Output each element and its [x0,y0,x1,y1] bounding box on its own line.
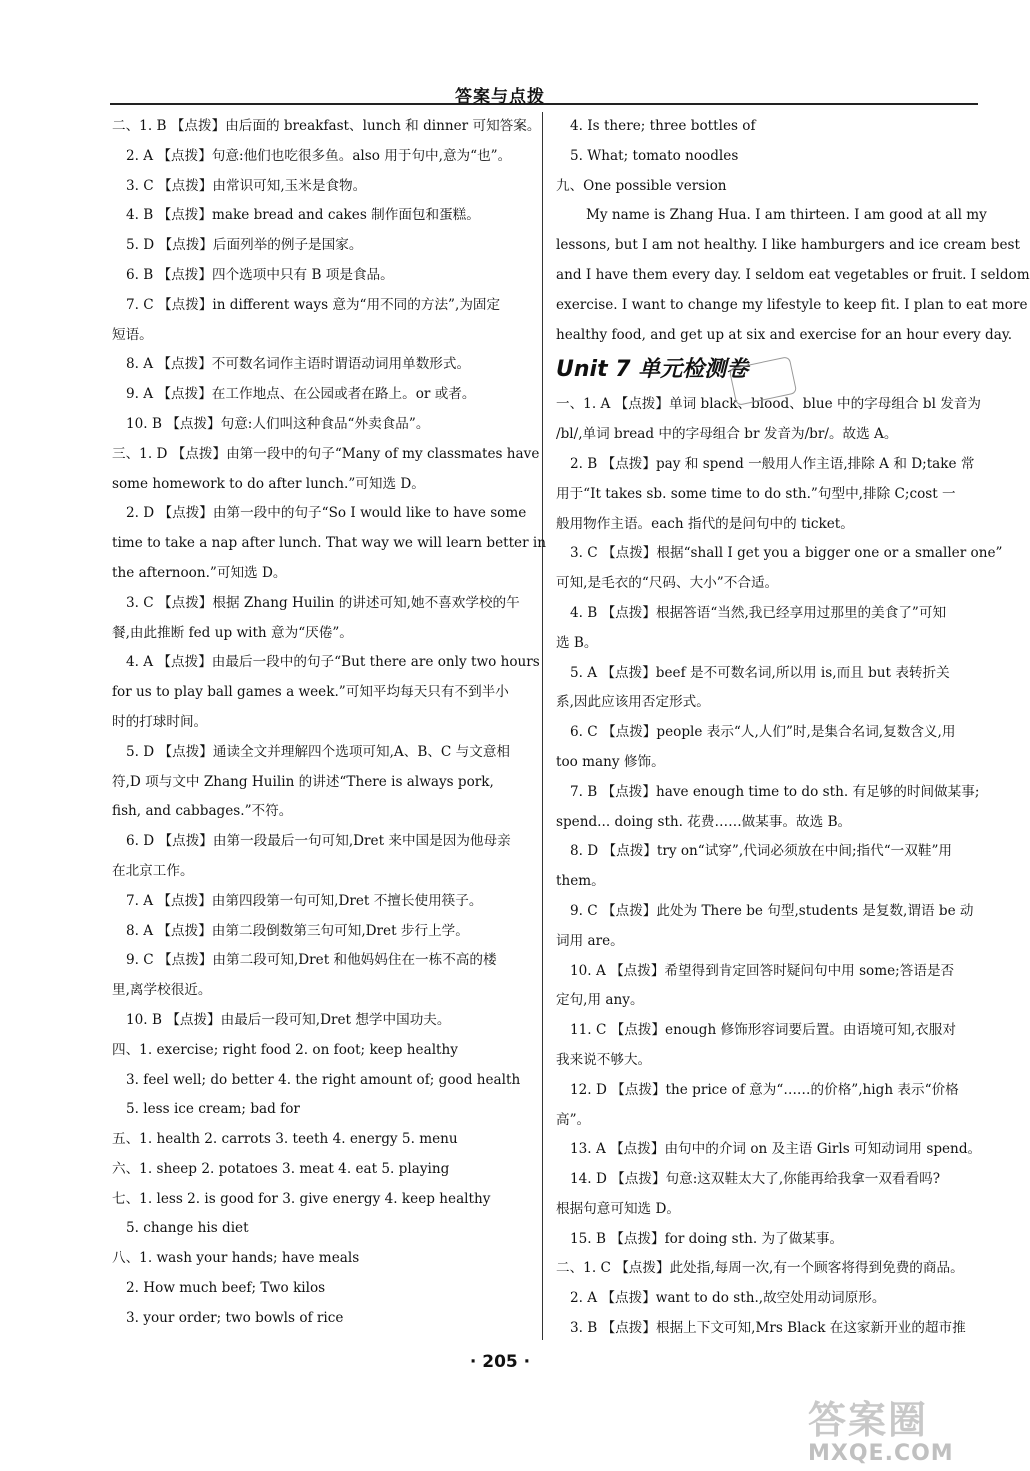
answer-line: 8. A 【点拨】由第二段倒数第三句可知,Dret 步行上学。 [126,922,469,939]
right-column [556,112,1030,1344]
answer-line: 4. A 【点拨】由最后一段中的句子“But there are only two hours [126,654,540,671]
answer-line: fish, and cabbages.”不符。 [112,803,293,820]
answer-line: 5. A 【点拨】beef 是不可数名词,所以用 is,而且 but 表转折关 [570,664,950,681]
answer-line: 7. A 【点拨】由第四段第一句可知,Dret 不擅长使用筷子。 [126,892,483,909]
watermark-logo [808,1398,986,1468]
answer-line: 9. C 【点拨】此处为 There be 句型,students 是复数,谓语 be 动 [570,902,974,919]
answer-line: 三、1. D 【点拨】由第一段中的句子“Many of my classmates have [112,445,540,462]
answer-line: 12. D 【点拨】the price of 意为“……的价格”,high 表示“价格 [570,1081,959,1098]
answer-line: 2. B 【点拨】pay 和 spend 一般用人作主语,排除 A 和 D;take 常 [570,455,975,472]
answer-line: time to take a nap after lunch. That way we will learn better in [112,535,547,552]
answer-line: the afternoon.”可知选 D。 [112,564,287,581]
answer-line: 2. D 【点拨】由第一段中的句子“So I would like to have some [126,505,527,522]
answer-line: some homework to do after lunch.”可知选 D。 [112,475,425,492]
answer-line: 七、1. less 2. is good for 3. give energy 4. keep healthy [112,1190,491,1207]
answer-line: them。 [556,873,605,890]
answer-line: 时的打球时间。 [112,713,208,730]
answer-line: 4. B 【点拨】make bread and cakes 制作面包和蛋糕。 [126,207,480,224]
essay-line: My name is Zhang Hua. I am thirteen. I am good at all my [586,207,987,224]
answer-line: 符,D 项与文中 Zhang Huilin 的讲述“There is always pork, [112,773,494,790]
answer-line: 短语。 [112,326,153,343]
watermark-text: 答案圈 [808,1398,929,1442]
answer-line: 6. B 【点拨】四个选项中只有 B 项是食品。 [126,266,394,283]
answer-line: for us to play ball games a week.”可知平均每天只有不到半小 [112,684,509,701]
answer-line: 2. A 【点拨】want to do sth.,故空处用动词原形。 [570,1290,886,1307]
answer-line: 二、1. B 【点拨】由后面的 breakfast、lunch 和 dinner 可知答案。 [112,118,541,134]
answer-line: 3. your order; two bowls of rice [126,1309,344,1326]
essay-line: exercise. I want to change my lifestyle to keep fit. I plan to eat more [556,296,1028,313]
answer-line: /bl/,单词 bread 中的字母组合 br 发音为/br/。故选 A。 [556,426,898,443]
answer-line: 一、1. A 【点拨】单词 black、blood、blue 中的字母组合 bl 发音为 [556,396,982,413]
answer-line: 六、1. sheep 2. potatoes 3. meat 4. eat 5. playing [112,1160,450,1177]
answer-line: 3. C 【点拨】根据“shall I get you a bigger one or a smaller one” [570,545,1003,562]
answer-line: 15. B 【点拨】for doing sth. 为了做某事。 [570,1230,844,1247]
answer-line: 6. D 【点拨】由第一段最后一句可知,Dret 来中国是因为他母亲 [126,833,511,850]
unit-heading: Unit 7 单元检测卷 [556,357,749,383]
left-column [112,112,547,1334]
answer-line: 般用物作主语。each 指代的是问句中的 ticket。 [556,515,854,532]
answer-line: 5. less ice cream; bad for [126,1101,300,1118]
answer-line: spend... doing sth. 花费……做某事。故选 B。 [556,813,852,830]
answer-line: 选 B。 [556,634,598,651]
answer-line: 5. What; tomato noodles [570,147,739,164]
page-header-title: 答案与点拨 [455,87,545,107]
answer-line: 7. C 【点拨】in different ways 意为“用不同的方法”,为固定 [126,296,501,313]
answer-line: 9. C 【点拨】由第二段可知,Dret 和他妈妈住在一栋不高的楼 [126,952,497,969]
answer-line: 二、1. C 【点拨】此处指,每周一次,有一个顾客将得到免费的商品。 [556,1260,964,1277]
answer-line: 用于“It takes sb. some time to do sth.”句型中,排除 C;cost 一 [556,485,956,502]
answer-line: 7. B 【点拨】have enough time to do sth. 有足够的时间做某事; [570,783,980,800]
page-number: · 205 · [469,1352,531,1372]
answer-line: 五、1. health 2. carrots 3. teeth 4. energy 5. menu [112,1131,458,1148]
answer-line: 八、1. wash your hands; have meals [112,1250,360,1267]
answer-line: 餐,由此推断 fed up with 意为“厌倦”。 [112,624,353,641]
answer-line: 在北京工作。 [112,862,194,879]
answer-line: 里,离学校很近。 [112,982,212,999]
answer-line: 10. A 【点拨】希望得到肯定回答时疑问句中用 some;答语是否 [570,962,955,979]
answer-line: 可知,是毛衣的“尺码、大小”不合适。 [556,575,779,592]
answer-line: 10. B 【点拨】由最后一段可知,Dret 想学中国功夫。 [126,1011,451,1028]
answer-line: 5. D 【点拨】后面列举的例子是国家。 [126,237,363,254]
header-rule [110,103,978,105]
answer-line: 系,因此应该用否定形式。 [556,694,710,711]
essay-line: and I have them every day. I seldom eat vegetables or fruit. I seldom [556,266,1030,283]
answer-line: 词用 are。 [556,932,624,949]
answer-line: 13. A 【点拨】由句中的介词 on 及主语 Girls 可知动词用 spend。 [570,1141,982,1158]
answer-line: 8. D 【点拨】try on“试穿”,代词必须放在中间;指代“一双鞋”用 [570,843,952,860]
answer-line: 3. C 【点拨】由常识可知,玉米是食物。 [126,177,367,194]
answer-line: 九、One possible version [556,177,727,194]
answer-line: 我来说不够大。 [556,1051,652,1068]
answer-line: 9. A 【点拨】在工作地点、在公园或者在路上。or 或者。 [126,386,476,403]
answer-line: 11. C 【点拨】enough 修饰形容词要后置。由语境可知,衣服对 [570,1022,956,1039]
essay-line: healthy food, and get up at six and exercise for an hour every day. [556,326,1013,343]
answer-line: 定句,用 any。 [556,992,644,1009]
answer-line: 5. D 【点拨】通读全文并理解四个选项可知,A、B、C 与文意相 [126,743,511,760]
answer-line: 3. C 【点拨】根据 Zhang Huilin 的讲述可知,她不喜欢学校的午 [126,594,520,611]
answer-line: 2. A 【点拨】句意:他们也吃很多鱼。also 用于句中,意为“也”。 [126,147,512,164]
answer-line: 四、1. exercise; right food 2. on foot; keep healthy [112,1041,458,1058]
answer-line: 4. Is there; three bottles of [570,118,756,134]
answer-line: 高”。 [556,1111,591,1128]
answer-line: 14. D 【点拨】句意:这双鞋太大了,你能再给我拿一双看看吗? [570,1171,941,1188]
column-divider [542,112,543,1340]
answer-line: 2. How much beef; Two kilos [126,1280,326,1297]
watermark-url: MXQE.COM [808,1441,954,1466]
essay-line: lessons, but I am not healthy. I like hamburgers and ice cream best [556,237,1020,254]
answer-line: too many 修饰。 [556,753,665,770]
answer-line: 5. change his diet [126,1220,249,1237]
answer-line: 8. A 【点拨】不可数名词作主语时谓语动词用单数形式。 [126,356,471,373]
answer-line: 3. B 【点拨】根据上下文可知,Mrs Black 在这家新开业的超市推 [570,1320,966,1337]
answer-line: 6. C 【点拨】people 表示“人,人们”时,是集合名词,复数含义,用 [570,724,956,741]
answer-line: 4. B 【点拨】根据答语“当然,我已经享用过那里的美食了”可知 [570,604,947,621]
answer-line: 根据句意可知选 D。 [556,1200,680,1217]
answer-line: 3. feel well; do better 4. the right amount of; good health [126,1071,521,1088]
answer-line: 10. B 【点拨】句意:人们叫这种食品“外卖食品”。 [126,415,430,432]
